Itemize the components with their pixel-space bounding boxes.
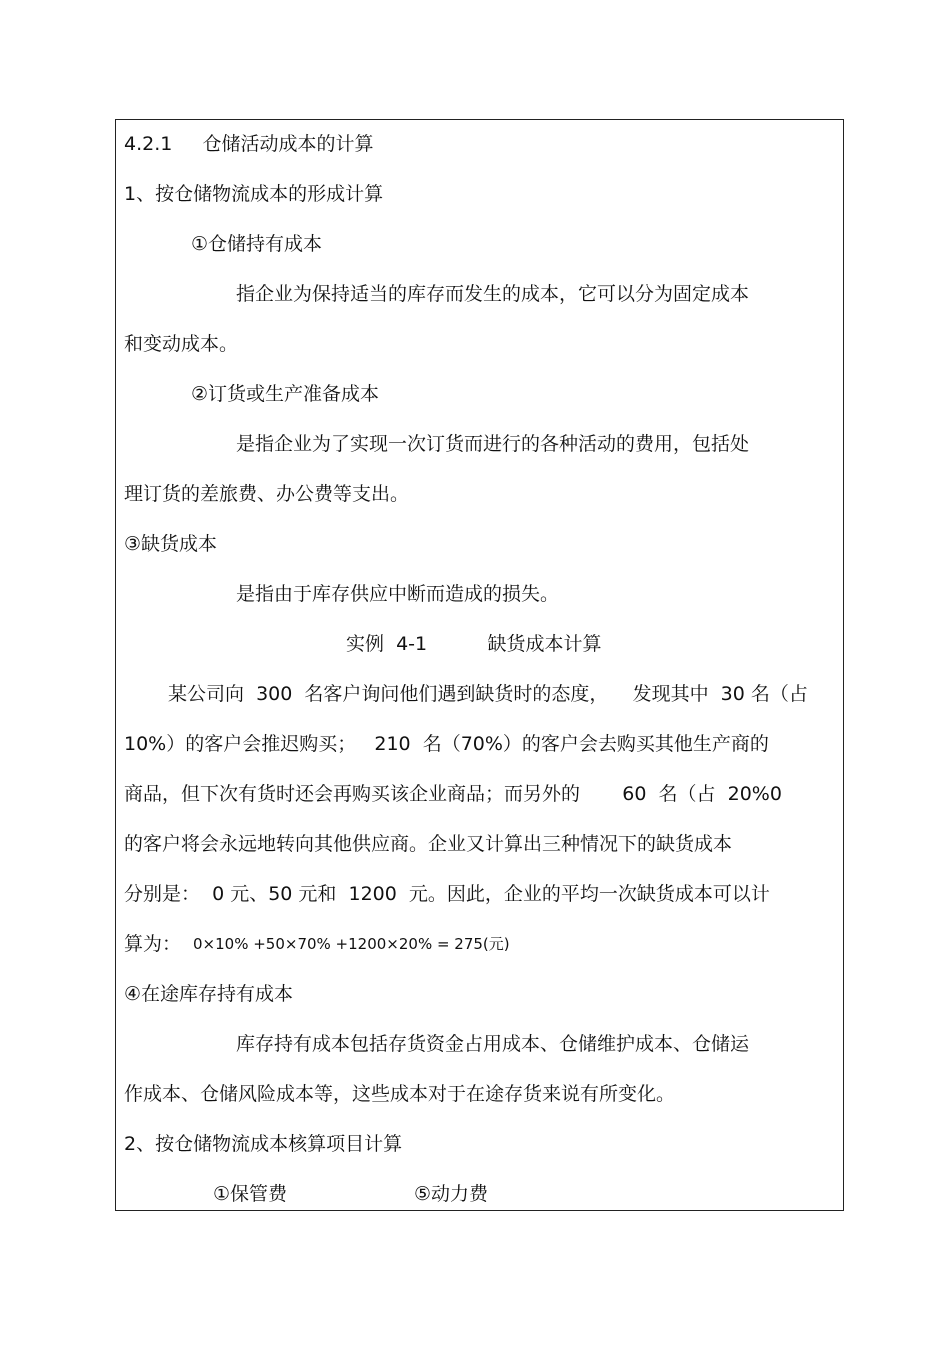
item-2-body-line-1: 是指企业为了实现一次订货而进行的各种活动的费用，包括处 [236, 433, 750, 455]
item-2-body-line-2: 理订货的差旅费、办公费等支出。 [124, 483, 410, 505]
example-formula: 0×10% +50×70% +1200×20% = 275(元) [193, 935, 510, 953]
cost-item-storage-fee: ①保管费 [213, 1183, 288, 1205]
example-line-2: 10%）的客户会推迟购买； 210 名（70%）的客户会去购买其他生产商的 [124, 733, 769, 755]
example-title: 实例 4-1 缺货成本计算 [346, 633, 602, 655]
item-4-body-line-1: 库存持有成本包括存货资金占用成本、仓储维护成本、仓储运 [236, 1033, 750, 1055]
cost-item-power-fee: ⑤动力费 [414, 1183, 489, 1205]
section-2-title: 2、按仓储物流成本核算项目计算 [124, 1133, 403, 1155]
example-line-5: 分别是： 0 元、50 元和 1200 元。因此，企业的平均一次缺货成本可以计 [124, 883, 770, 905]
example-line-4: 的客户将会永远地转向其他供应商。企业又计算出三种情况下的缺货成本 [124, 833, 733, 855]
item-3-body: 是指由于库存供应中断而造成的损失。 [236, 583, 560, 605]
item-3-title: ③缺货成本 [124, 533, 218, 555]
item-1-body-line-1: 指企业为保持适当的库存而发生的成本，它可以分为固定成本 [236, 283, 750, 305]
item-1-body-line-2: 和变动成本。 [124, 333, 239, 355]
item-4-title: ④在途库存持有成本 [124, 983, 294, 1005]
section-1-title: 1、按仓储物流成本的形成计算 [124, 183, 384, 205]
item-1-title: ①仓储持有成本 [191, 233, 323, 255]
item-2-title: ②订货或生产准备成本 [191, 383, 380, 405]
example-line-6-label: 算为： [124, 933, 182, 955]
item-4-body-line-2: 作成本、仓储风险成本等，这些成本对于在途存货来说有所变化。 [124, 1083, 676, 1105]
example-line-1: 某公司向 300 名客户询问他们遇到缺货时的态度， 发现其中 30 名（占 [168, 683, 808, 705]
section-heading: 4.2.1 仓储活动成本的计算 [124, 133, 374, 155]
example-line-3: 商品，但下次有货时还会再购买该企业商品；而另外的 60 名（占 20%0 [124, 783, 782, 805]
